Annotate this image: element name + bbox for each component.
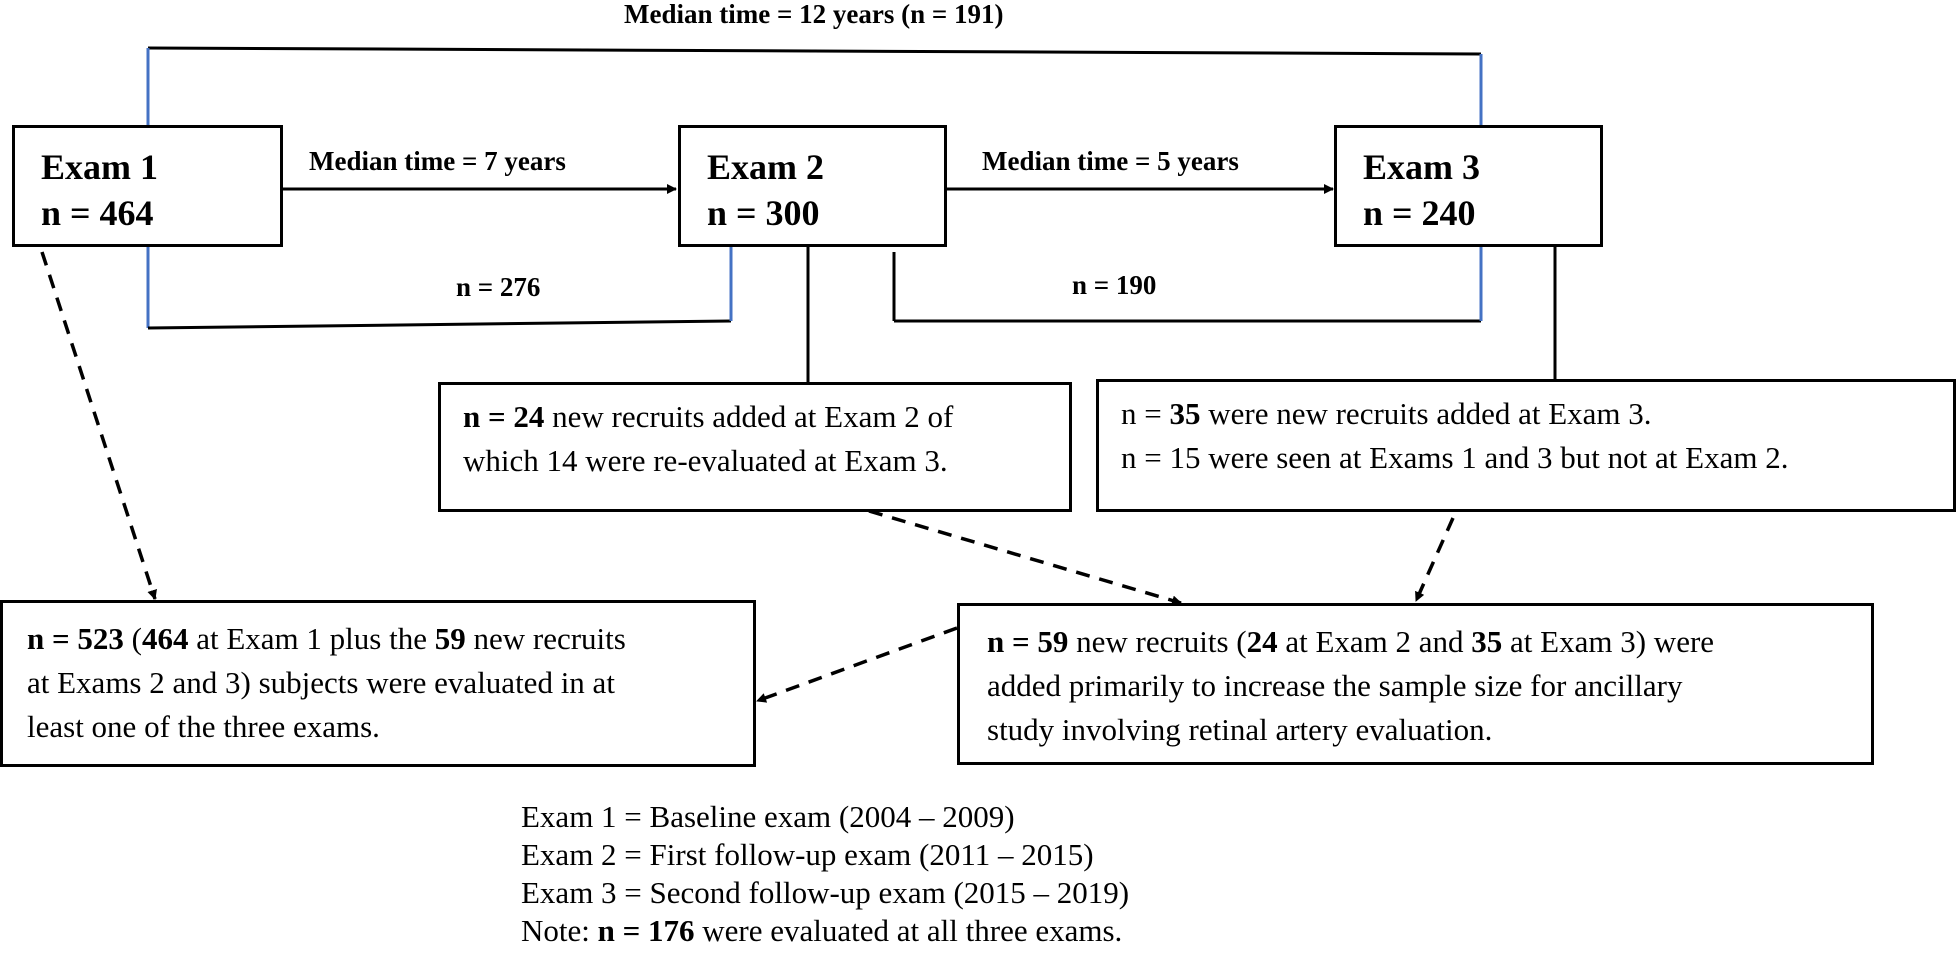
legend-exam-1: Exam 1 = Baseline exam (2004 – 2009) — [521, 799, 1015, 834]
count-e2-e3-label: n = 190 — [1072, 270, 1157, 300]
recruits-e3-pre: n = — [1121, 396, 1170, 431]
exam-1-count: n = 464 — [41, 193, 154, 233]
exam-2-count: n = 300 — [707, 193, 820, 233]
recruits-59-text-1: new recruits ( — [1068, 624, 1247, 659]
recruits-59-text-3: at Exam 3) were — [1502, 624, 1715, 659]
exam-1-box — [12, 125, 283, 247]
dashed-arrow-e1-total — [42, 252, 155, 599]
median-time-e2-e3-label: Median time = 5 years — [982, 146, 1239, 176]
recruits-e2-count: n = 24 — [463, 399, 545, 434]
recruits-e2-line2: which 14 were re-evaluated at Exam 3. — [463, 443, 948, 478]
total-text-3: new recruits — [465, 621, 626, 656]
total-exam1-count: 464 — [141, 621, 189, 656]
legend-note-prefix: Note: — [521, 913, 598, 948]
bracket-e1-e2 — [148, 247, 731, 328]
exam-3-title: Exam 3 — [1363, 147, 1480, 187]
exam-3-box — [1334, 125, 1603, 247]
recruits-e3-line2: n = 15 were seen at Exams 1 and 3 but not at Exam 2. — [1121, 440, 1789, 475]
count-e1-e2-label: n = 276 — [456, 272, 541, 302]
recruits-e2-text: new recruits added at Exam 2 of — [544, 399, 954, 434]
legend-note-count: n = 176 — [597, 913, 695, 948]
legend-exam-2: Exam 2 = First follow-up exam (2011 – 2015) — [521, 837, 1094, 872]
total-line3: least one of the three exams. — [27, 709, 380, 744]
median-time-e1-e2-label: Median time = 7 years — [309, 146, 566, 176]
recruits-59-text-2: at Exam 2 and — [1277, 624, 1472, 659]
total-text-1: ( — [123, 621, 142, 656]
exam-2-title: Exam 2 — [707, 147, 824, 187]
recruits-exam-3-box — [1096, 379, 1956, 512]
legend-exam-3: Exam 3 = Second follow-up exam (2015 – 2019) — [521, 875, 1130, 910]
recruits-e3-text: were new recruits added at Exam 3. — [1200, 396, 1652, 431]
recruits-59-line3: study involving retinal artery evaluation. — [987, 712, 1493, 747]
exam-2-box — [678, 125, 947, 247]
exam-3-count: n = 240 — [1363, 193, 1476, 233]
total-recruits-count: 59 — [434, 621, 466, 656]
bracket-12-years — [148, 48, 1481, 127]
recruits-e3-count: 35 — [1169, 396, 1201, 431]
total-text-2: at Exam 1 plus the — [188, 621, 435, 656]
recruits-59-e2-count: 24 — [1246, 624, 1278, 659]
dashed-arrow-e3recruits-59 — [1416, 518, 1453, 601]
recruits-59-line2: added primarily to increase the sample size for ancillary — [987, 668, 1683, 703]
exam-1-title: Exam 1 — [41, 147, 158, 187]
dashed-arrow-59-total — [757, 628, 957, 701]
dashed-arrow-e2recruits-59 — [869, 511, 1181, 603]
legend-note-text: were evaluated at all three exams. — [694, 913, 1123, 948]
recruits-exam-2-box — [438, 382, 1072, 512]
top-median-label: Median time = 12 years (n = 191) — [624, 0, 1004, 29]
new-recruits-59-box — [957, 603, 1874, 765]
bracket-e2-e3 — [894, 247, 1481, 321]
total-line2: at Exams 2 and 3) subjects were evaluated in at — [27, 665, 615, 700]
recruits-59-e3-count: 35 — [1471, 624, 1503, 659]
total-subjects-box — [0, 600, 756, 767]
legend-note — [521, 912, 1129, 950]
total-count: n = 523 — [27, 621, 124, 656]
recruits-59-count: n = 59 — [987, 624, 1069, 659]
legend — [521, 798, 1129, 950]
